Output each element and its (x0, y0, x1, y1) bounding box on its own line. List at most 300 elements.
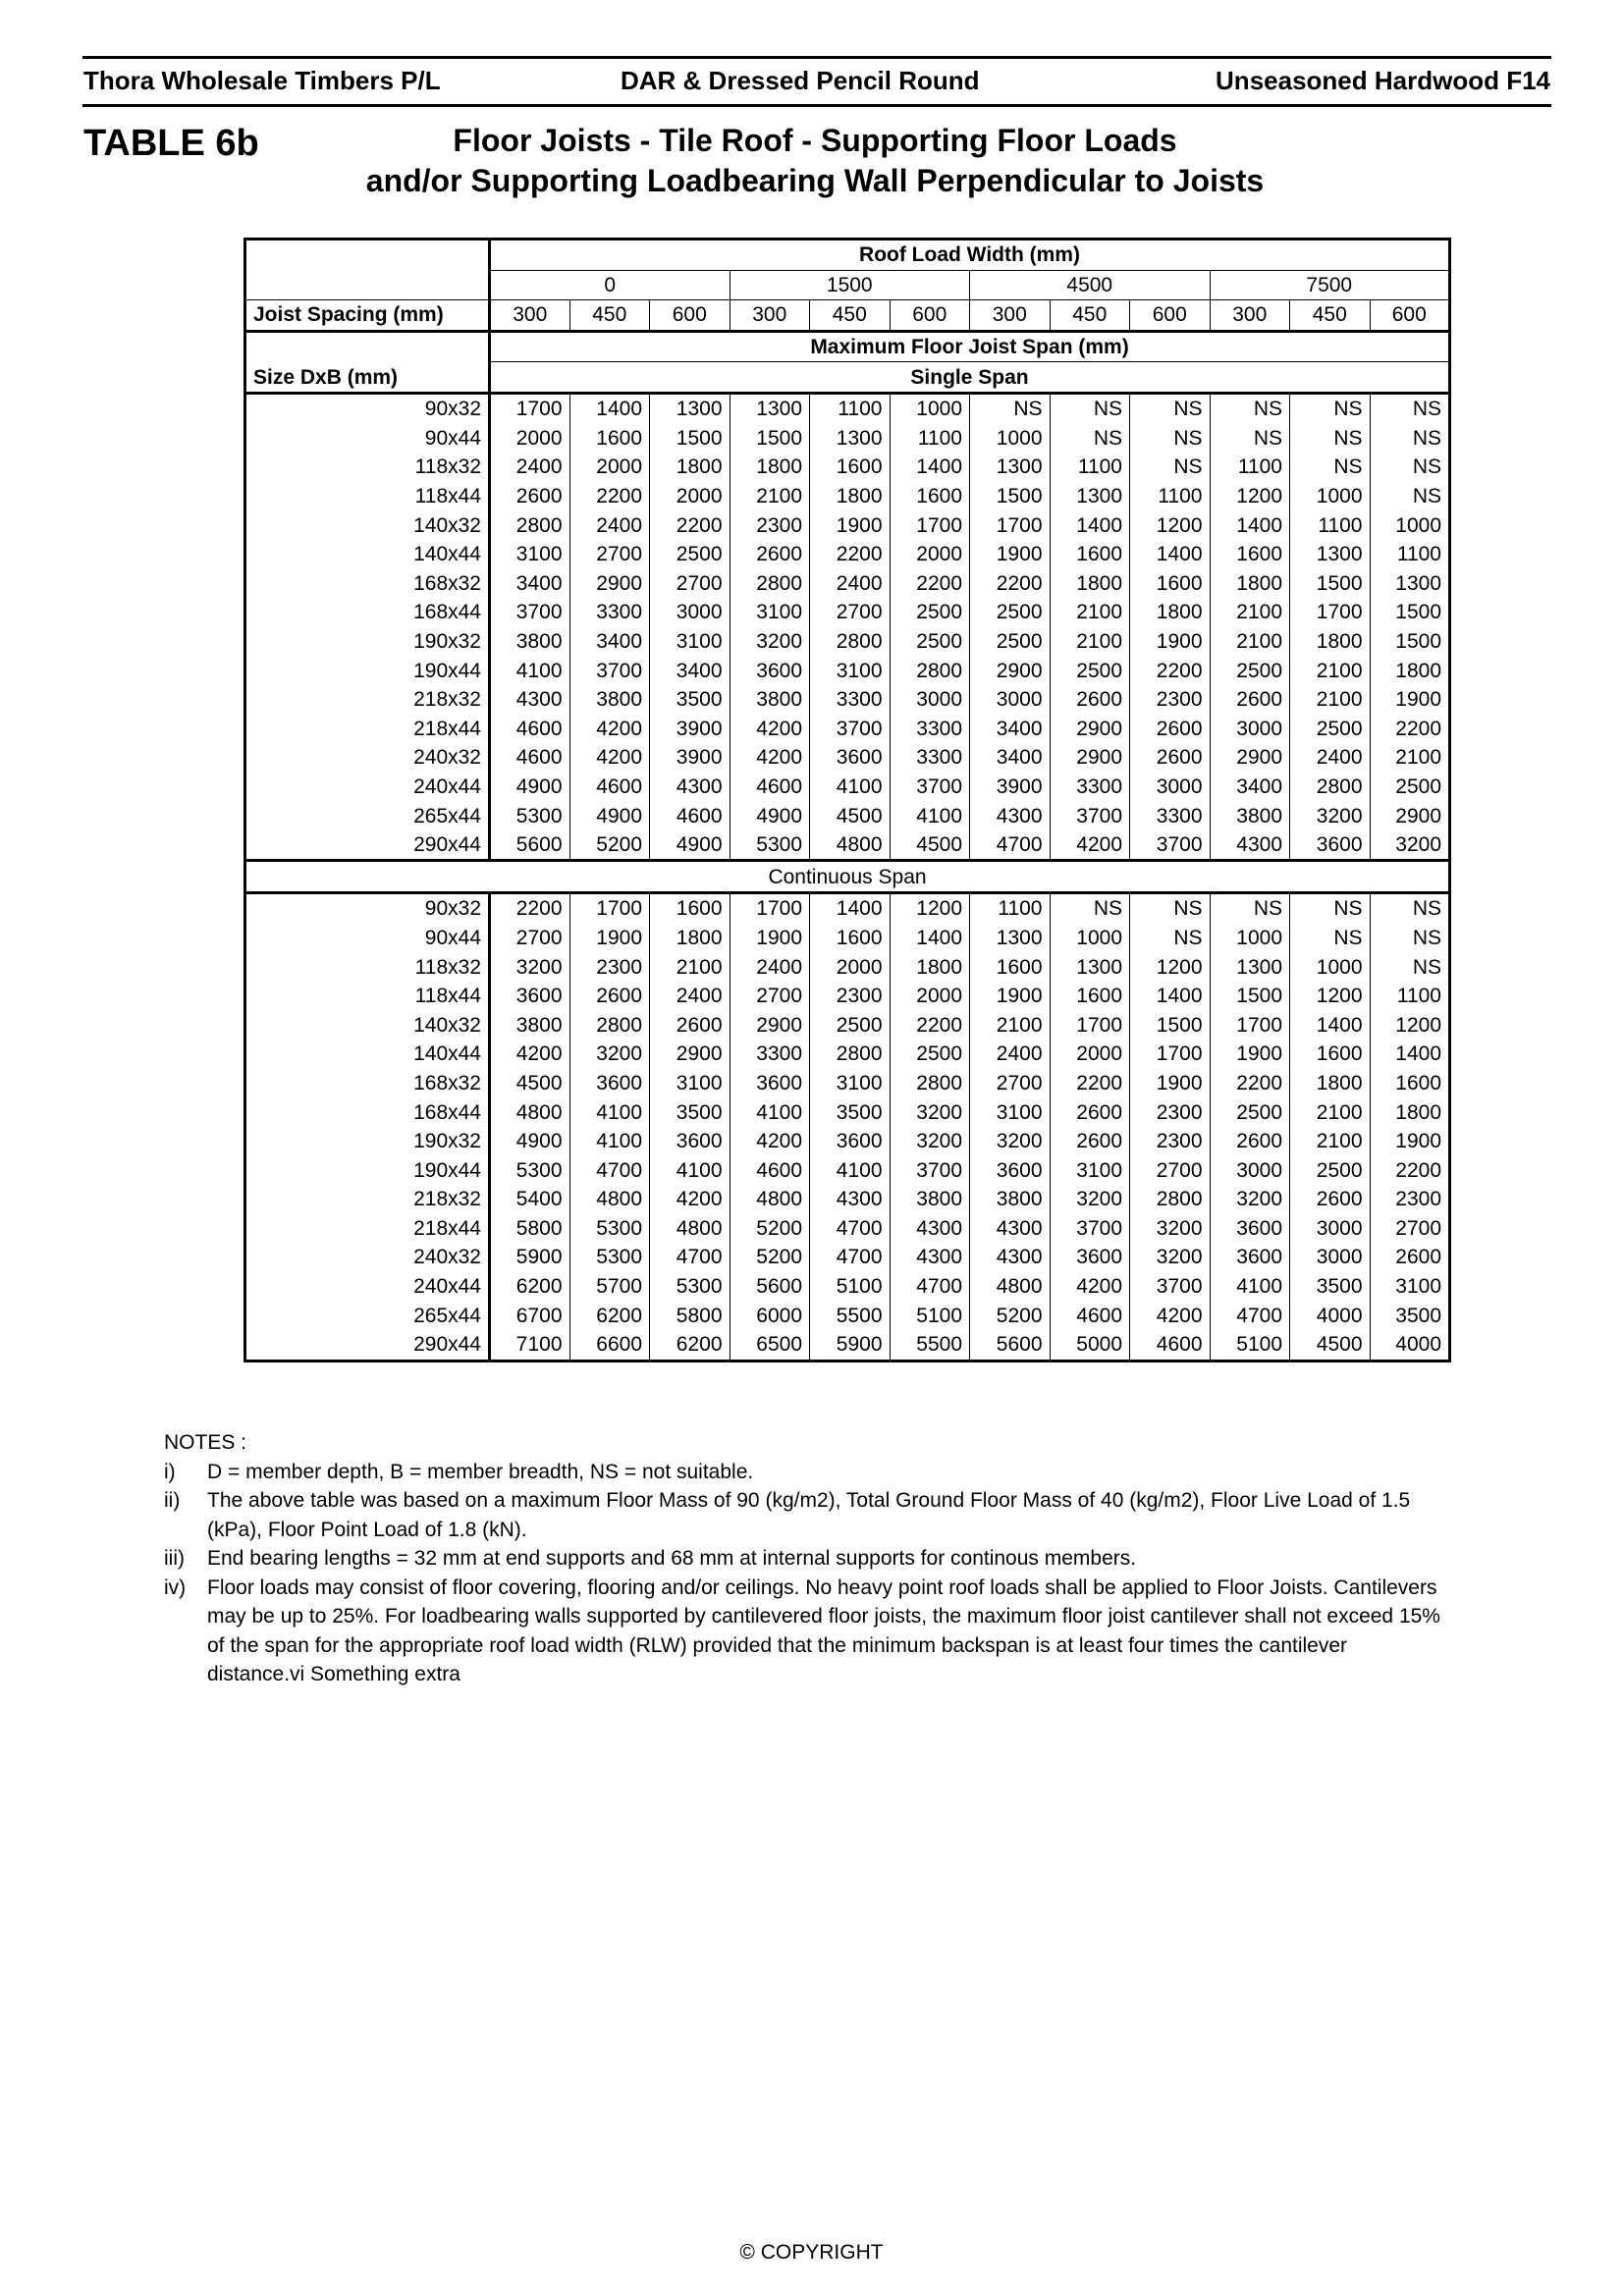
note-item (164, 1574, 1440, 1689)
span-value-cell: 5200 (730, 1214, 810, 1244)
span-value-cell: 4100 (810, 773, 891, 802)
span-value-cell: 3600 (810, 1127, 891, 1156)
span-value-cell: 2800 (810, 627, 891, 657)
span-value-cell: 5200 (970, 1301, 1051, 1330)
span-value-cell: 5300 (515, 1158, 563, 1182)
span-value-cell: 2200 (1370, 715, 1450, 744)
page-title-line1: Floor Joists - Tile Roof - Supporting Floor Loads (453, 123, 1177, 158)
span-value-cell: 5300 (650, 1272, 730, 1302)
table-row (245, 482, 1450, 511)
span-value-cell: 2200 (890, 1010, 970, 1040)
span-value-cell: 2600 (1050, 1097, 1130, 1127)
size-cell: 290x44 (245, 830, 490, 861)
continuous-span-body (245, 893, 1450, 1362)
table-row (245, 1127, 1450, 1156)
span-value-cell: 4600 (1050, 1301, 1130, 1330)
span-value-cell: 2100 (1050, 598, 1130, 627)
span-value-cell: 5600 (970, 1330, 1051, 1361)
span-value-cell: 5100 (1210, 1330, 1290, 1361)
max-span-row (245, 331, 1450, 362)
span-value-cell: 2800 (515, 513, 563, 537)
table-id: TABLE 6b (83, 123, 259, 164)
size-cell: 140x44 (245, 1040, 490, 1069)
span-value-cell: 1000 (1050, 924, 1130, 953)
span-value-cell: 1300 (650, 393, 730, 423)
span-value-cell: 4800 (569, 1185, 650, 1214)
span-value-cell: 1600 (810, 924, 891, 953)
table-row (245, 1272, 1450, 1302)
span-value-cell: 1100 (1130, 482, 1211, 511)
span-value-cell: 5000 (1050, 1330, 1130, 1361)
table-row (245, 952, 1450, 982)
note-item (164, 1486, 1440, 1544)
span-value-cell: 1800 (1050, 569, 1130, 599)
table-row (245, 830, 1450, 861)
span-value-cell: 7100 (515, 1333, 563, 1357)
span-value-cell: NS (1210, 393, 1290, 423)
span-value-cell: 4700 (1210, 1301, 1290, 1330)
span-value-cell: 1500 (730, 424, 810, 454)
span-value-cell: 4900 (569, 801, 650, 830)
note-number: iii) (164, 1547, 185, 1570)
span-value-cell: 2700 (810, 598, 891, 627)
span-value-cell: 1800 (650, 924, 730, 953)
span-value-cell: 1200 (1130, 510, 1211, 540)
span-value-cell: 2400 (810, 569, 891, 599)
span-value-cell: 2000 (810, 952, 891, 982)
span-value-cell: NS (1130, 924, 1211, 953)
span-value-cell: 2800 (810, 1040, 891, 1069)
span-value-cell: 1100 (890, 424, 970, 454)
span-value-cell: 4200 (730, 1127, 810, 1156)
span-value-cell: 4300 (515, 688, 563, 712)
span-value-cell: 1000 (1370, 510, 1450, 540)
span-value-cell: 2800 (1290, 773, 1371, 802)
span-value-cell: 3400 (970, 743, 1051, 773)
span-value-cell: 3300 (1050, 773, 1130, 802)
table-row (245, 453, 1450, 482)
table-row (245, 1243, 1450, 1272)
table-row (245, 1010, 1450, 1040)
span-value-cell: 1700 (970, 510, 1051, 540)
span-value-cell: 4500 (515, 1071, 563, 1095)
span-value-cell: 6200 (569, 1301, 650, 1330)
span-value-cell: 3800 (890, 1185, 970, 1214)
span-value-cell: 4600 (730, 1155, 810, 1185)
span-value-cell: 3400 (569, 627, 650, 657)
span-value-cell: 1500 (1370, 627, 1450, 657)
size-cell: 190x44 (245, 1155, 490, 1185)
span-value-cell: 3700 (890, 1155, 970, 1185)
table-row (245, 540, 1450, 569)
span-value-cell: 1700 (1290, 598, 1371, 627)
span-value-cell: 3500 (650, 1097, 730, 1127)
span-value-cell: 1100 (1290, 510, 1371, 540)
span-value-cell: 1300 (730, 393, 810, 423)
span-value-cell: 1800 (1370, 656, 1450, 685)
span-value-cell: 1000 (1290, 952, 1371, 982)
span-value-cell: 3700 (515, 601, 563, 624)
span-value-cell: NS (1210, 893, 1290, 924)
span-value-cell: NS (1370, 393, 1450, 423)
joist-spacing-value: 450 (810, 300, 891, 332)
span-value-cell: 2600 (730, 540, 810, 569)
table-row (245, 598, 1450, 627)
span-value-cell: 3800 (515, 630, 563, 654)
span-value-cell: 4900 (650, 830, 730, 861)
joist-spacing-value: 300 (490, 300, 570, 332)
header-bottom-rule (82, 104, 1551, 107)
span-value-cell: 3400 (1210, 773, 1290, 802)
size-cell: 168x44 (245, 598, 490, 627)
span-value-cell: 5800 (650, 1301, 730, 1330)
span-value-cell: 2000 (569, 453, 650, 482)
span-value-cell: NS (1130, 424, 1211, 454)
span-value-cell: 1100 (810, 393, 891, 423)
notes (164, 1428, 1440, 1689)
span-value-cell: 3600 (650, 1127, 730, 1156)
span-value-cell: 6700 (515, 1304, 563, 1327)
span-value-cell: NS (1370, 924, 1450, 953)
span-value-cell: 5500 (810, 1301, 891, 1330)
span-value-cell: 3500 (810, 1097, 891, 1127)
span-value-cell: 3300 (730, 1040, 810, 1069)
span-value-cell: 2800 (890, 1069, 970, 1098)
span-value-cell: 2500 (890, 598, 970, 627)
span-value-cell: 3700 (810, 715, 891, 744)
span-value-cell: 1800 (890, 952, 970, 982)
span-value-cell: 4900 (730, 801, 810, 830)
span-value-cell: 3200 (1130, 1214, 1211, 1244)
span-value-cell: 3200 (515, 955, 563, 979)
table-row (245, 773, 1450, 802)
span-value-cell: 2700 (1130, 1155, 1211, 1185)
table-row (245, 1330, 1450, 1361)
span-value-cell: 2200 (890, 569, 970, 599)
span-value-cell: 1900 (1130, 627, 1211, 657)
span-value-cell: 1100 (1370, 982, 1450, 1011)
span-value-cell: 1600 (970, 952, 1051, 982)
span-value-cell: 2800 (1130, 1185, 1211, 1214)
size-cell: 240x44 (245, 773, 490, 802)
span-value-cell: 4100 (730, 1097, 810, 1127)
span-value-cell: 4500 (810, 801, 891, 830)
table-row (245, 569, 1450, 599)
span-value-cell: 4100 (569, 1097, 650, 1127)
size-cell: 290x44 (245, 1330, 490, 1361)
note-text: The above table was based on a maximum Floor Mass of 90 (kg/m2), Total Ground Floor Mass of 40 (kg/m2), Floor Live Load of 1.5 (kPa), Floor Point Load of 1.8 (kN). (207, 1489, 1411, 1541)
span-value-cell: 1800 (650, 453, 730, 482)
table-row (245, 1185, 1450, 1214)
span-value-cell: 2500 (890, 627, 970, 657)
span-value-cell: 2400 (730, 952, 810, 982)
span-value-cell: 2000 (890, 982, 970, 1011)
span-value-cell: 2600 (650, 1010, 730, 1040)
size-cell: 118x32 (245, 453, 490, 482)
note-item (164, 1544, 1440, 1574)
span-value-cell: 3700 (569, 656, 650, 685)
span-value-cell: 3600 (970, 1155, 1051, 1185)
span-value-cell: 2700 (730, 982, 810, 1011)
span-value-cell: 1200 (1210, 482, 1290, 511)
size-cell: 90x32 (245, 893, 490, 924)
size-cell: 90x44 (245, 924, 490, 953)
span-value-cell: 3100 (650, 1069, 730, 1098)
single-span-body (245, 393, 1450, 861)
span-value-cell: 4900 (515, 774, 563, 798)
span-value-cell: 1600 (1050, 540, 1130, 569)
span-value-cell: 4200 (1050, 1272, 1130, 1302)
table-row (245, 1214, 1450, 1244)
span-value-cell: 3800 (970, 1185, 1051, 1214)
span-value-cell: 4600 (569, 773, 650, 802)
span-value-cell: 1700 (1130, 1040, 1211, 1069)
span-value-cell: 1400 (890, 924, 970, 953)
span-value-cell: 3100 (515, 543, 563, 566)
span-value-cell: 3100 (730, 598, 810, 627)
span-value-cell: 2500 (1290, 1155, 1371, 1185)
span-value-cell: 2100 (1290, 1097, 1371, 1127)
span-value-cell: 4800 (970, 1272, 1051, 1302)
span-value-cell: 2200 (1210, 1069, 1290, 1098)
span-value-cell: 4200 (730, 743, 810, 773)
span-value-cell: 3600 (515, 985, 563, 1008)
span-value-cell: 3500 (650, 685, 730, 715)
span-value-cell: 2400 (1290, 743, 1371, 773)
span-value-cell: 4100 (569, 1127, 650, 1156)
span-value-cell: NS (1050, 393, 1130, 423)
span-value-cell: NS (1050, 893, 1130, 924)
span-value-cell: 1300 (1210, 952, 1290, 982)
span-value-cell: 1600 (569, 424, 650, 454)
span-value-cell: 2700 (1370, 1214, 1450, 1244)
span-value-cell: 2500 (1050, 656, 1130, 685)
span-value-cell: 2600 (515, 485, 563, 508)
span-value-cell: NS (1370, 482, 1450, 511)
span-value-cell: 3500 (1290, 1272, 1371, 1302)
span-value-cell: 2000 (1050, 1040, 1130, 1069)
span-value-cell: 1600 (810, 453, 891, 482)
span-value-cell: 3200 (1130, 1243, 1211, 1272)
span-value-cell: 1500 (1210, 982, 1290, 1011)
joist-spacing-label: Joist Spacing (mm) (245, 300, 490, 332)
span-value-cell: 2600 (1130, 715, 1211, 744)
span-value-cell: NS (970, 393, 1051, 423)
span-value-cell: 3000 (1210, 1155, 1290, 1185)
rlw-group: 7500 (1210, 270, 1450, 300)
span-value-cell: 1900 (1130, 1069, 1211, 1098)
span-value-cell: 2000 (515, 426, 563, 450)
span-value-cell: 1000 (890, 393, 970, 423)
span-value-cell: 4300 (890, 1214, 970, 1244)
span-value-cell: 3200 (970, 1127, 1051, 1156)
span-value-cell: NS (1290, 393, 1371, 423)
header-product: DAR & Dressed Pencil Round (621, 66, 980, 95)
span-value-cell: 2600 (1130, 743, 1211, 773)
span-value-cell: 1600 (1130, 569, 1211, 599)
span-value-cell: 2500 (1210, 656, 1290, 685)
span-value-cell: 2600 (1370, 1243, 1450, 1272)
table-row (245, 801, 1450, 830)
span-value-cell: 1200 (1370, 1010, 1450, 1040)
rlw-group: 4500 (970, 270, 1211, 300)
span-value-cell: 4800 (810, 830, 891, 861)
size-cell: 118x32 (245, 952, 490, 982)
span-value-cell: 1500 (970, 482, 1051, 511)
span-value-cell: 3900 (650, 743, 730, 773)
table-row (245, 685, 1450, 715)
table-row (245, 656, 1450, 685)
table-row (245, 924, 1450, 953)
span-value-cell: 4600 (515, 717, 563, 740)
size-cell: 218x32 (245, 1185, 490, 1214)
span-value-cell: 2800 (890, 656, 970, 685)
table-row (245, 982, 1450, 1011)
note-text: End bearing lengths = 32 mm at end supports and 68 mm at internal supports for continous members. (207, 1547, 1137, 1570)
span-value-cell: 1100 (1210, 453, 1290, 482)
span-value-cell: 4100 (810, 1155, 891, 1185)
span-value-cell: 3100 (650, 627, 730, 657)
span-value-cell: 1400 (1130, 982, 1211, 1011)
rlw-group: 0 (490, 270, 730, 300)
span-value-cell: 3700 (1050, 1214, 1130, 1244)
span-value-cell: 1100 (1050, 453, 1130, 482)
span-value-cell: 1800 (1130, 598, 1211, 627)
span-value-cell: 1900 (970, 982, 1051, 1011)
span-value-cell: 1700 (1210, 1010, 1290, 1040)
span-value-cell: NS (1290, 924, 1371, 953)
span-value-cell: 1600 (1290, 1040, 1371, 1069)
span-value-cell: 5100 (890, 1301, 970, 1330)
span-value-cell: 1400 (569, 393, 650, 423)
span-value-cell: 1300 (1370, 569, 1450, 599)
span-value-cell: 3600 (1050, 1243, 1130, 1272)
span-value-cell: 4300 (810, 1185, 891, 1214)
span-value-cell: 2600 (1290, 1185, 1371, 1214)
span-value-cell: 4300 (650, 773, 730, 802)
span-value-cell: 4800 (650, 1214, 730, 1244)
size-cell: 140x44 (245, 540, 490, 569)
span-value-cell: 2600 (1210, 685, 1290, 715)
span-value-cell: 2200 (569, 482, 650, 511)
span-value-cell: 2400 (515, 455, 563, 479)
span-value-cell: 2800 (730, 569, 810, 599)
span-value-cell: 3700 (1050, 801, 1130, 830)
span-value-cell: 3300 (569, 598, 650, 627)
span-value-cell: 1400 (1290, 1010, 1371, 1040)
span-value-cell: 3200 (1290, 801, 1371, 830)
table-row (245, 1097, 1450, 1127)
span-value-cell: 2500 (1210, 1097, 1290, 1127)
span-value-cell: 2400 (650, 982, 730, 1011)
size-cell: 190x32 (245, 627, 490, 657)
note-number: ii) (164, 1489, 181, 1512)
span-value-cell: 3300 (890, 743, 970, 773)
span-value-cell: 1900 (810, 510, 891, 540)
span-value-cell: 3100 (810, 656, 891, 685)
span-value-cell: 1500 (1290, 569, 1371, 599)
span-value-cell: 1900 (569, 924, 650, 953)
note-number: i) (164, 1460, 176, 1483)
span-value-cell: 4100 (650, 1155, 730, 1185)
span-value-cell: 3400 (515, 571, 563, 595)
span-value-cell: 6600 (569, 1330, 650, 1361)
span-value-cell: 4900 (515, 1130, 563, 1153)
span-value-cell: 2500 (970, 598, 1051, 627)
span-value-cell: 4700 (810, 1214, 891, 1244)
span-value-cell: 2100 (1210, 627, 1290, 657)
page-title-line2: and/or Supporting Loadbearing Wall Perpendicular to Joists (365, 163, 1265, 198)
span-value-cell: NS (1370, 893, 1450, 924)
span-value-cell: 5500 (890, 1330, 970, 1361)
span-value-cell: 3400 (650, 656, 730, 685)
span-value-cell: 2900 (650, 1040, 730, 1069)
size-cell: 90x44 (245, 424, 490, 454)
span-value-cell: 3000 (1290, 1243, 1371, 1272)
span-value-cell: 3200 (1370, 830, 1450, 861)
span-value-cell: 1000 (1210, 924, 1290, 953)
joist-spacing-value: 300 (1210, 300, 1290, 332)
span-value-cell: 3600 (730, 1069, 810, 1098)
size-label: Size DxB (mm) (245, 331, 490, 393)
table-row (245, 627, 1450, 657)
continuous-span-label: Continuous Span (245, 861, 1450, 893)
size-cell: 265x44 (245, 1301, 490, 1330)
span-value-cell: 4500 (890, 830, 970, 861)
span-value-cell: 4000 (1370, 1330, 1450, 1361)
notes-list (164, 1458, 1440, 1689)
table-row (245, 1069, 1450, 1098)
span-value-cell: 2200 (490, 893, 570, 924)
span-value-cell: 4200 (569, 743, 650, 773)
span-value-cell: 3300 (890, 715, 970, 744)
span-value-cell: 1900 (970, 540, 1051, 569)
span-value-cell: 5300 (730, 830, 810, 861)
span-value-cell: 6000 (730, 1301, 810, 1330)
span-value-cell: NS (1130, 893, 1211, 924)
continuous-span-row (245, 861, 1450, 893)
span-value-cell: 3800 (730, 685, 810, 715)
span-value-cell: 4000 (1290, 1301, 1371, 1330)
span-value-cell: NS (1210, 424, 1290, 454)
span-value-cell: 5900 (515, 1246, 563, 1269)
size-cell: 118x44 (245, 482, 490, 511)
span-value-cell: 4200 (1050, 830, 1130, 861)
rlw-header-row (245, 240, 1450, 271)
span-value-cell: 1100 (1370, 540, 1450, 569)
span-value-cell: 4700 (569, 1155, 650, 1185)
span-value-cell: 3400 (970, 715, 1051, 744)
span-value-cell: 4300 (890, 1243, 970, 1272)
span-value-cell: 2500 (810, 1010, 891, 1040)
span-value-cell: 2900 (1050, 743, 1130, 773)
size-cell: 240x32 (245, 743, 490, 773)
span-value-cell: 2200 (970, 569, 1051, 599)
span-value-cell: 2200 (1050, 1069, 1130, 1098)
span-value-cell: 1300 (1050, 482, 1130, 511)
span-value-cell: 2500 (1290, 715, 1371, 744)
span-value-cell: 2500 (890, 1040, 970, 1069)
span-value-cell: 3100 (810, 1069, 891, 1098)
table-row (245, 893, 1450, 924)
span-value-cell: 2200 (650, 510, 730, 540)
span-value-cell: 2000 (650, 482, 730, 511)
span-value-cell: 3100 (1370, 1272, 1450, 1302)
size-cell: 168x44 (245, 1097, 490, 1127)
span-table (243, 238, 1451, 1362)
spacing-row (245, 300, 1450, 332)
span-value-cell: 4300 (970, 801, 1051, 830)
